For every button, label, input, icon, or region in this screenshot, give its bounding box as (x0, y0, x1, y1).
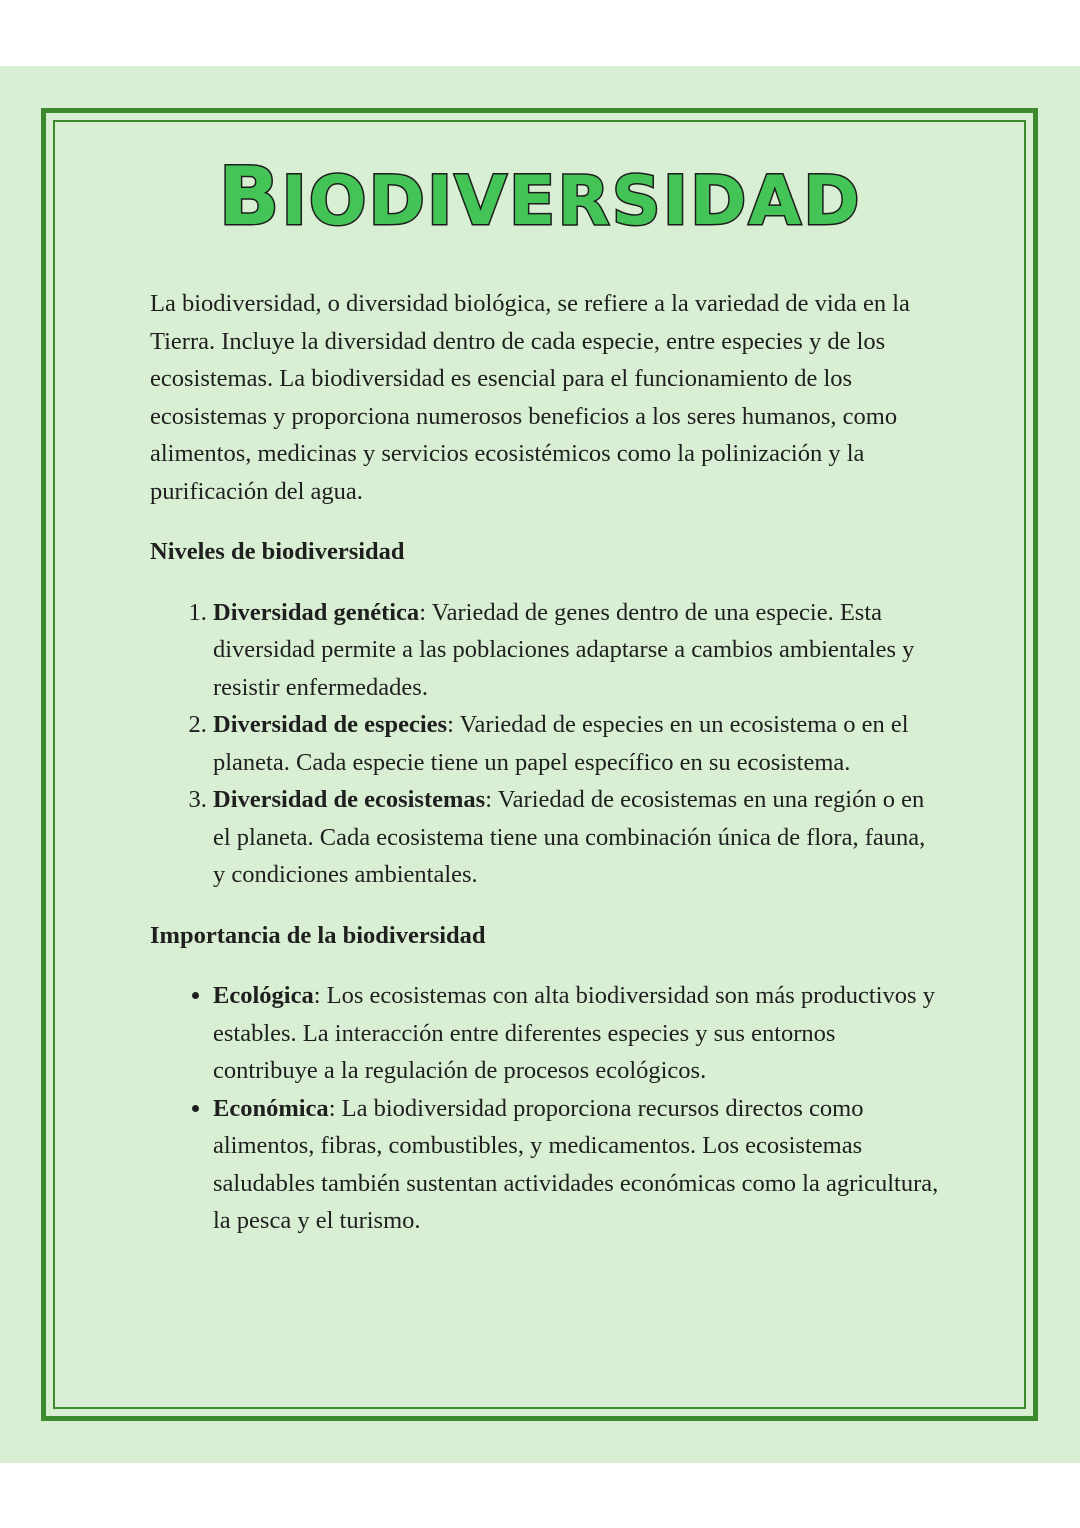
list-item-term: Diversidad genética (213, 598, 420, 626)
importance-heading: Importancia de la biodiversidad (150, 921, 486, 949)
list-item-text: : La biodiversidad proporciona recursos directos como alimentos, fibras, combustibles, y medicamentos. Los ecosistemas saludables también sustentan actividades económicas como la agricultura, la pesca y el turismo. (213, 1094, 939, 1234)
levels-list (150, 594, 940, 894)
list-item-text: : Variedad de ecosistemas en una región o en el planeta. Cada ecosistema tiene una combinación única de flora, fauna, y condiciones ambientales. (213, 786, 926, 888)
list-item-text: : Variedad de especies en un ecosistema o en el planeta. Cada especie tiene un papel específico en su ecosistema. (213, 711, 909, 776)
list-item-term: Económica (213, 1094, 329, 1122)
list-item (213, 706, 940, 781)
levels-heading: Niveles de biodiversidad (150, 538, 405, 565)
list-item-text: : Variedad de genes dentro de una especie. Esta diversidad permite a las poblaciones adaptarse a cambios ambientales y resistir enfermedades. (213, 598, 915, 701)
page-title-initial: B (218, 150, 282, 243)
list-item-term: Diversidad de especies (213, 711, 448, 738)
list-item (213, 594, 940, 707)
intro-paragraph: La biodiversidad, o diversidad biológica, se refiere a la variedad de vida en la Tierra. Incluye la diversidad dentro de cada especie, entre especies y de los ecosistemas. La biodiversidad es esencial para el funcionamiento de los ecosistemas y proporciona numerosos beneficios a los seres humanos, como alimentos, medicinas y servicios ecosistémicos como la polinización y la purificación del agua. (150, 290, 910, 505)
document-body (150, 285, 940, 1240)
list-item-term: Diversidad de ecosistemas (213, 786, 486, 813)
page-title (0, 150, 1080, 243)
list-item (213, 977, 940, 1090)
list-item (213, 781, 940, 894)
importance-list (150, 977, 940, 1240)
page-title-rest: IODIVERSIDAD (281, 162, 862, 241)
list-item-term: Ecológica (213, 982, 314, 1009)
list-item (213, 1090, 940, 1240)
list-item-text: : Los ecosistemas con alta biodiversidad son más productivos y estables. La interacción entre diferentes especies y sus entornos contribuye a la regulación de procesos ecológicos. (213, 982, 935, 1084)
